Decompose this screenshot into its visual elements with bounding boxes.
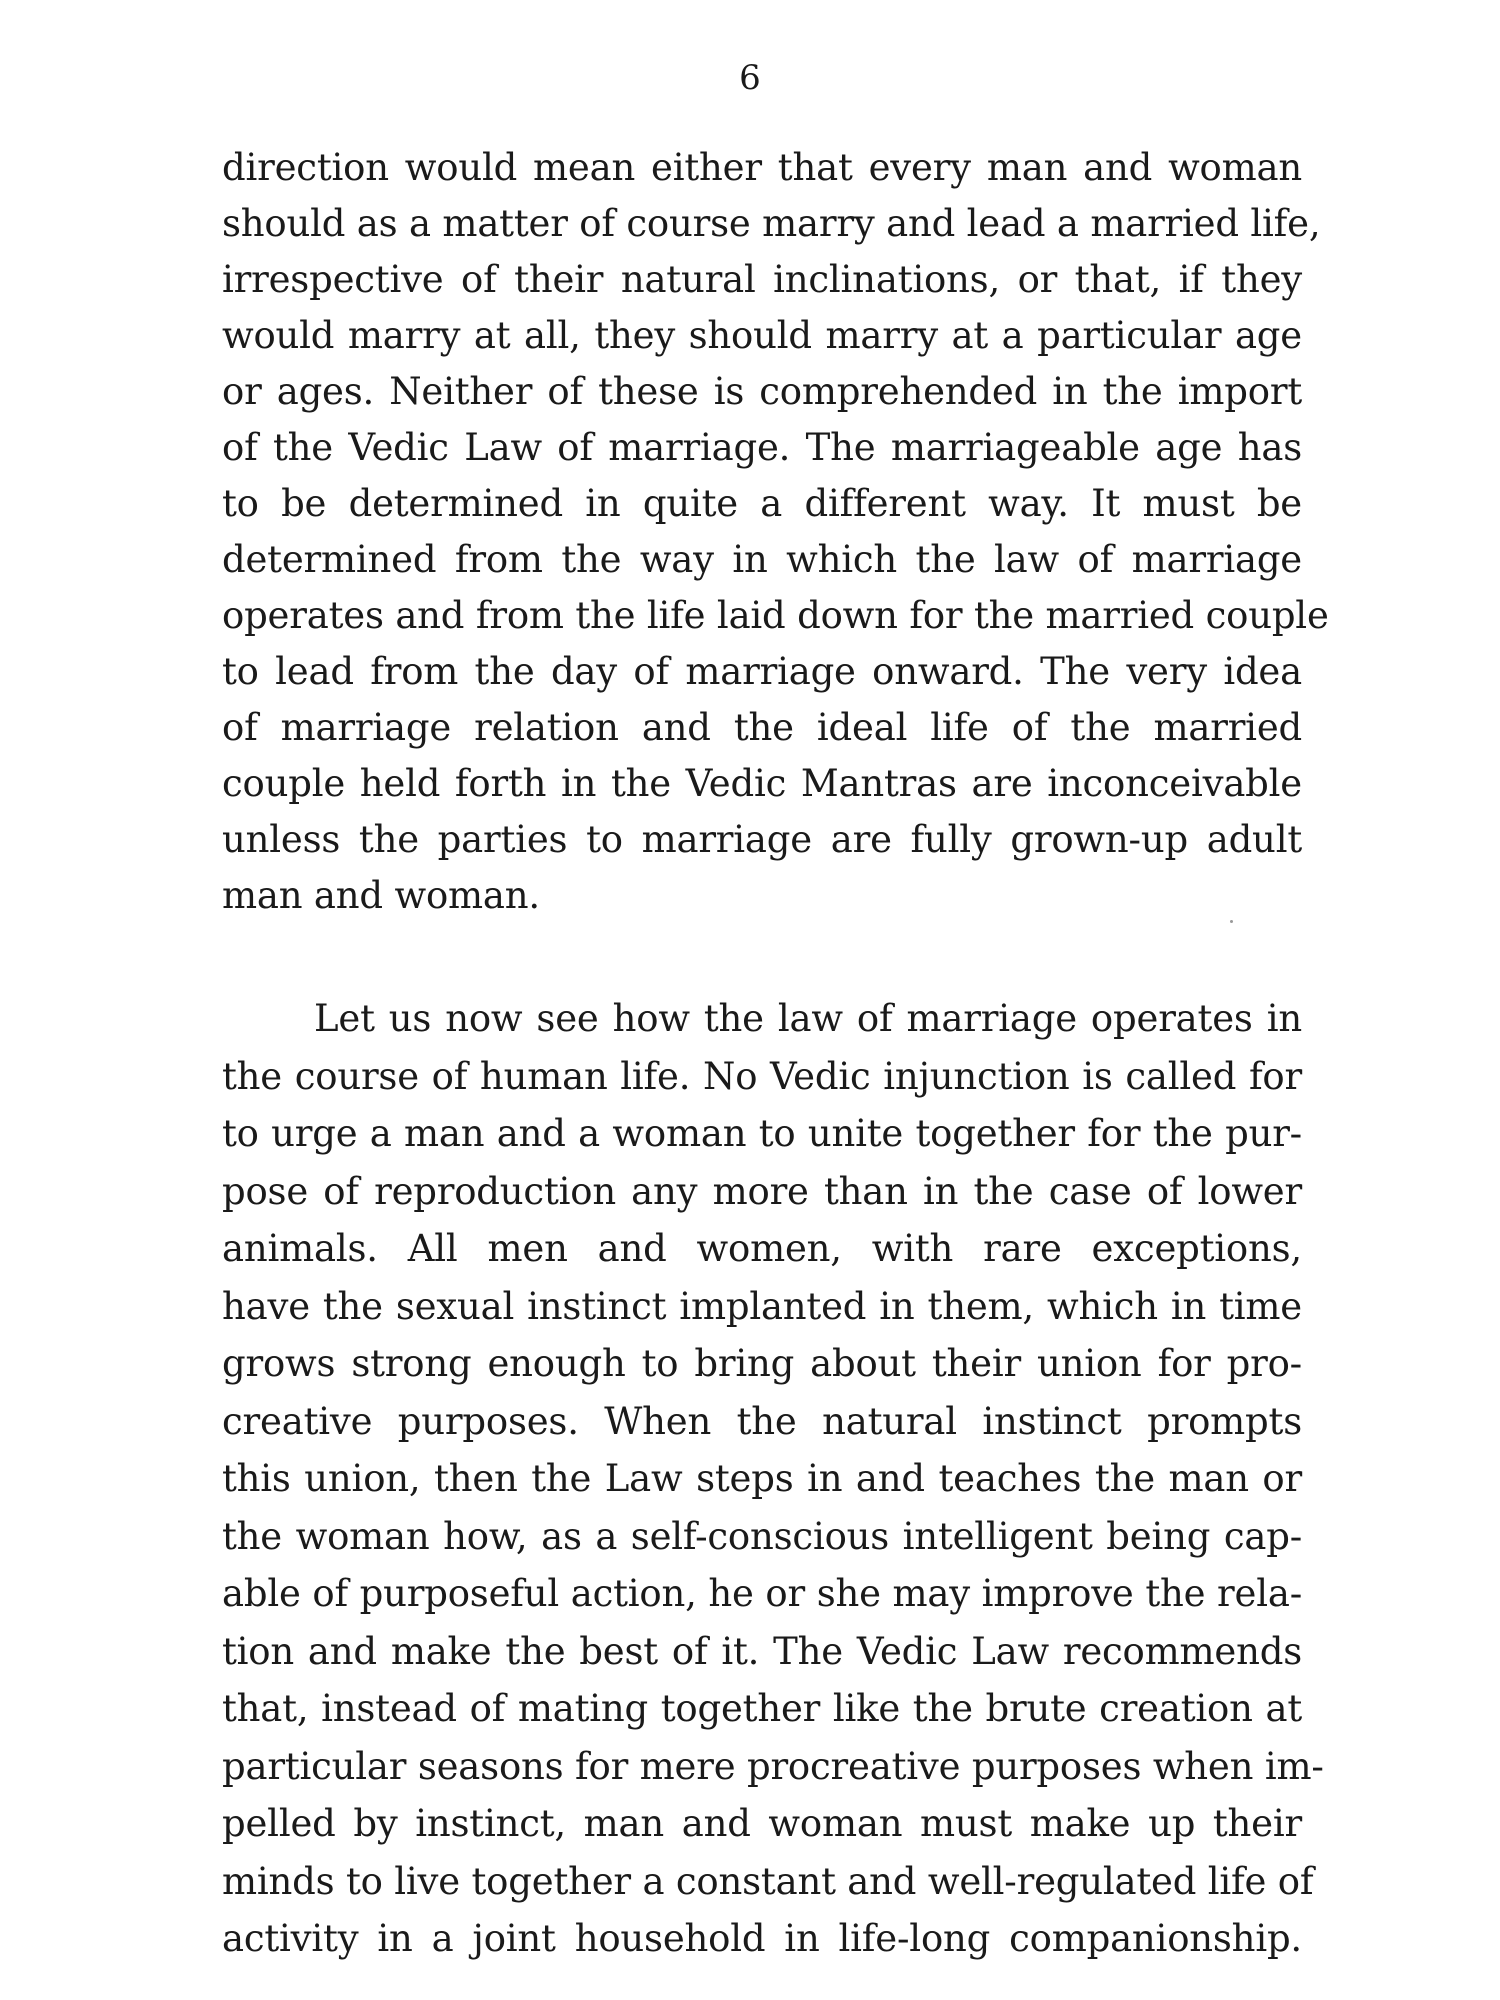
text-line: the course of human life. No Vedic injunction is called for — [222, 1054, 1302, 1098]
paragraph-2 — [222, 990, 1324, 1968]
text-line: the woman how, as a self-conscious intelligent being cap- — [222, 1514, 1302, 1558]
page-number: 6 — [739, 58, 761, 98]
text-line: of marriage relation and the ideal life of the married — [222, 706, 1302, 749]
text-line: activity in a joint household in life-long companionship. — [222, 1917, 1302, 1960]
text-line: couple held forth in the Vedic Mantras are inconceivable — [222, 762, 1302, 805]
text-line: irrespective of their natural inclinations, or that, if they — [222, 258, 1302, 301]
text-line: unless the parties to marriage are fully grown-up adult — [222, 818, 1302, 861]
text-line: grows strong enough to bring about their union for pro- — [222, 1342, 1302, 1385]
text-line: that, instead of mating together like the brute creation at — [222, 1687, 1302, 1730]
text-line: animals. All men and women, with rare exceptions, — [222, 1227, 1302, 1270]
text-line: of the Vedic Law of marriage. The marriageable age has — [222, 426, 1302, 469]
paragraph-1 — [222, 140, 1329, 924]
text-line: operates and from the life laid down for the married couple — [222, 594, 1329, 637]
text-line: this union, then the Law steps in and teaches the man or — [222, 1457, 1302, 1500]
text-line: creative purposes. When the natural instinct prompts — [222, 1399, 1302, 1443]
text-line: tion and make the best of it. The Vedic Law recommends — [222, 1629, 1302, 1673]
text-line: direction would mean either that every man and woman — [222, 146, 1302, 189]
text-line: or ages. Neither of these is comprehended in the import — [222, 370, 1302, 413]
text-line: to urge a man and a woman to unite together for the pur- — [222, 1112, 1302, 1155]
text-line: man and woman. — [222, 874, 540, 917]
text-line: should as a matter of course marry and lead a married life, — [222, 202, 1321, 245]
text-line: able of purposeful action, he or she may improve the rela- — [222, 1572, 1302, 1615]
text-line: pose of reproduction any more than in the case of lower — [222, 1169, 1302, 1213]
text-line: pelled by instinct, man and woman must make up their — [222, 1802, 1302, 1845]
text-line: have the sexual instinct implanted in them, which in time — [222, 1284, 1302, 1328]
text-line: particular seasons for mere procreative purposes when im- — [222, 1744, 1324, 1788]
paper-speck — [1230, 920, 1233, 923]
text-line: to be determined in quite a different way. It must be — [222, 482, 1302, 525]
text-line: determined from the way in which the law of marriage — [222, 538, 1302, 581]
text-line: to lead from the day of marriage onward. The very idea — [222, 650, 1302, 693]
text-line: minds to live together a constant and well-regulated life of — [222, 1859, 1314, 1903]
text-line: would marry at all, they should marry at a particular age — [222, 314, 1302, 357]
text-line: Let us now see how the law of marriage operates in — [314, 997, 1302, 1040]
